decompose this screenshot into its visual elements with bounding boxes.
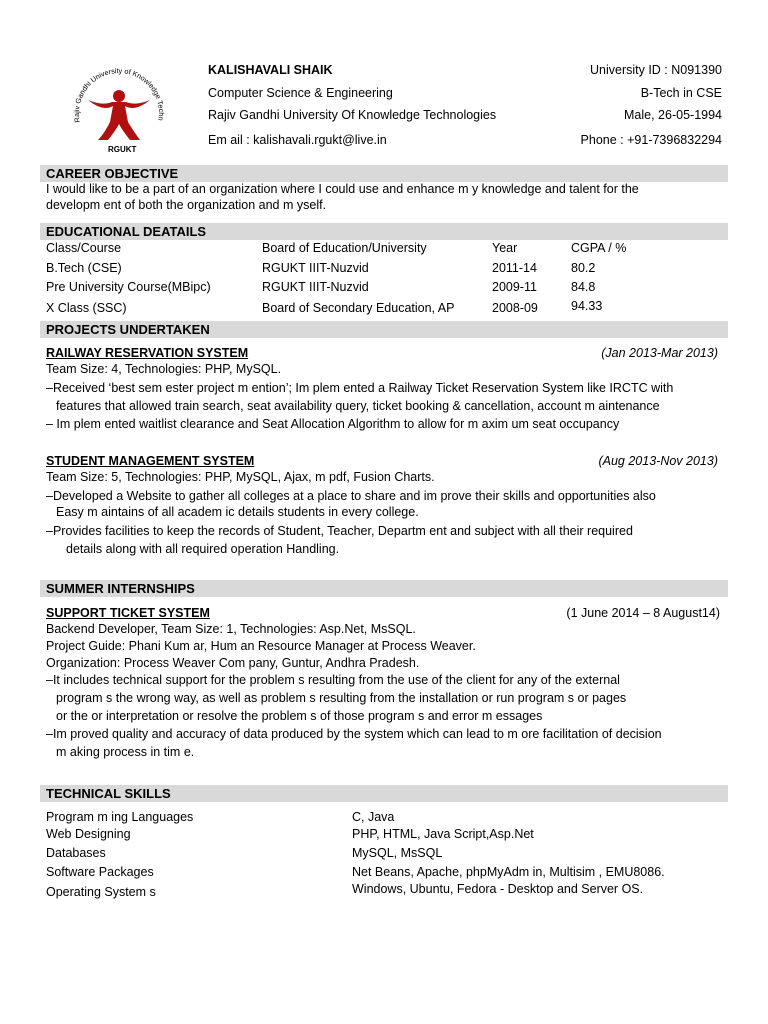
- project-1-team: Team Size: 4, Technologies: PHP, MySQL.: [46, 362, 282, 376]
- project-1-bullet-2: – Im plem ented waitlist clearance and Seat Allocation Algorithm to allow for m axim um seat occupancy: [46, 417, 620, 431]
- internship-date: (1 June 2014 – 8 August14): [566, 606, 720, 620]
- project-2-bullet-2a: –Provides facilities to keep the records of Student, Teacher, Departm ent and subject with all their required: [46, 524, 633, 538]
- project-2-date: (Aug 2013-Nov 2013): [598, 454, 718, 468]
- internship-organization: Organization: Process Weaver Com pany, Guntur, Andhra Pradesh.: [46, 656, 420, 670]
- edu-row-2-board: RGUKT IIIT-Nuzvid: [262, 280, 369, 294]
- skill-value-4: Net Beans, Apache, phpMyAdm in, Multisim , EMU8086.: [352, 865, 665, 879]
- edu-row-1-cgpa: 80.2: [571, 261, 596, 275]
- internship-bullet-1a: –It includes technical support for the problem s resulting from the use of the client for any of the external: [46, 673, 620, 687]
- edu-header-year: Year: [492, 241, 518, 255]
- project-2-bullet-1a: –Developed a Website to gather all colleges at a place to share and im prove their skills and opportunities also: [46, 489, 656, 503]
- project-1-title: RAILWAY RESERVATION SYSTEM: [46, 346, 249, 360]
- edu-header-cgpa: CGPA / %: [571, 241, 627, 255]
- skill-value-3: MySQL, MsSQL: [352, 846, 443, 860]
- project-2-bullet-1b: Easy m aintains of all academ ic details students in every college.: [56, 505, 419, 519]
- internship-bullet-1c: or the or interpretation or resolve the problem s of those program s and error m essages: [56, 709, 543, 723]
- skill-label-4: Software Packages: [46, 865, 154, 879]
- logo-text: RGUKT: [108, 145, 137, 154]
- svg-text:Rajiv Gandhi University of Kno: Rajiv Gandhi University of Knowledge Techn: [71, 66, 167, 124]
- skill-value-2: PHP, HTML, Java Script,Asp.Net: [352, 827, 534, 841]
- edu-row-1-year: 2011-14: [492, 261, 537, 275]
- gender-dob: Male, 26-05-1994: [624, 108, 722, 122]
- edu-header-board: Board of Education/University: [262, 241, 427, 255]
- project-2-title: STUDENT MANAGEMENT SYSTEM: [46, 454, 255, 468]
- career-line-1: I would like to be a part of an organization where I could use and enhance m y knowledge and talent for the: [46, 182, 639, 196]
- internship-bullet-2a: –Im proved quality and accuracy of data produced by the system which can lead to m ore facilitation of decision: [46, 727, 662, 741]
- edu-row-3-board: Board of Secondary Education, AP: [262, 301, 455, 315]
- section-internships: SUMMER INTERNSHIPS: [40, 580, 728, 597]
- edu-row-3-year: 2008-09: [492, 301, 538, 315]
- university-id: University ID : N091390: [589, 63, 722, 77]
- project-1-bullet-1b: features that allowed train search, seat availability query, ticket booking & cancellation, account m aintenance: [56, 399, 660, 413]
- edu-header-class: Class/Course: [46, 241, 122, 255]
- section-career-objective: CAREER OBJECTIVE: [40, 165, 728, 182]
- skill-label-1: Program m ing Languages: [46, 810, 194, 824]
- project-1-bullet-1a: –Received ‘best sem ester project m ention’; Im plem ented a Railway Ticket Reservation System like IRCTC with: [46, 381, 674, 395]
- department: Computer Science & Engineering: [208, 86, 393, 100]
- edu-row-2-cgpa: 84.8: [571, 280, 596, 294]
- email: Em ail : kalishavali.rgukt@live.in: [208, 133, 387, 147]
- project-1-date: (Jan 2013-Mar 2013): [601, 346, 718, 360]
- skill-label-5: Operating System s: [46, 885, 156, 899]
- skill-label-2: Web Designing: [46, 827, 131, 841]
- degree: B-Tech in CSE: [640, 86, 722, 100]
- section-education: EDUCATIONAL DEATAILS: [40, 223, 728, 240]
- edu-row-2-year: 2009-11: [492, 280, 537, 294]
- project-2-bullet-2b: details along with all required operation Handling.: [66, 542, 340, 556]
- edu-row-3-cgpa: 94.33: [571, 299, 603, 313]
- candidate-name: KALISHAVALI SHAIK: [208, 63, 333, 77]
- internship-guide: Project Guide: Phani Kum ar, Hum an Resource Manager at Process Weaver.: [46, 639, 476, 653]
- internship-bullet-2b: m aking process in tim e.: [56, 745, 195, 759]
- internship-title: SUPPORT TICKET SYSTEM: [46, 606, 210, 620]
- internship-bullet-1b: program s the wrong way, as well as problem s resulting from the installation or run program s or pages: [56, 691, 627, 705]
- edu-row-1-class: B.Tech (CSE): [46, 261, 122, 275]
- edu-row-2-class: Pre University Course(MBipc): [46, 280, 211, 294]
- project-2-team: Team Size: 5, Technologies: PHP, MySQL, Ajax, m pdf, Fusion Charts.: [46, 470, 435, 484]
- section-projects: PROJECTS UNDERTAKEN: [40, 321, 728, 338]
- skill-value-5: Windows, Ubuntu, Fedora - Desktop and Server OS.: [352, 882, 644, 896]
- skill-value-1: C, Java: [352, 810, 395, 824]
- university-logo: [58, 60, 176, 156]
- career-line-2: developm ent of both the organization and m yself.: [46, 198, 327, 212]
- internship-role: Backend Developer, Team Size: 1, Technologies: Asp.Net, MsSQL.: [46, 622, 416, 636]
- edu-row-1-board: RGUKT IIIT-Nuzvid: [262, 261, 369, 275]
- skill-label-3: Databases: [46, 846, 106, 860]
- edu-row-3-class: X Class (SSC): [46, 301, 127, 315]
- section-technical-skills: TECHNICAL SKILLS: [40, 785, 728, 802]
- phone: Phone : +91-7396832294: [580, 133, 722, 147]
- university-name: Rajiv Gandhi University Of Knowledge Technologies: [208, 108, 497, 122]
